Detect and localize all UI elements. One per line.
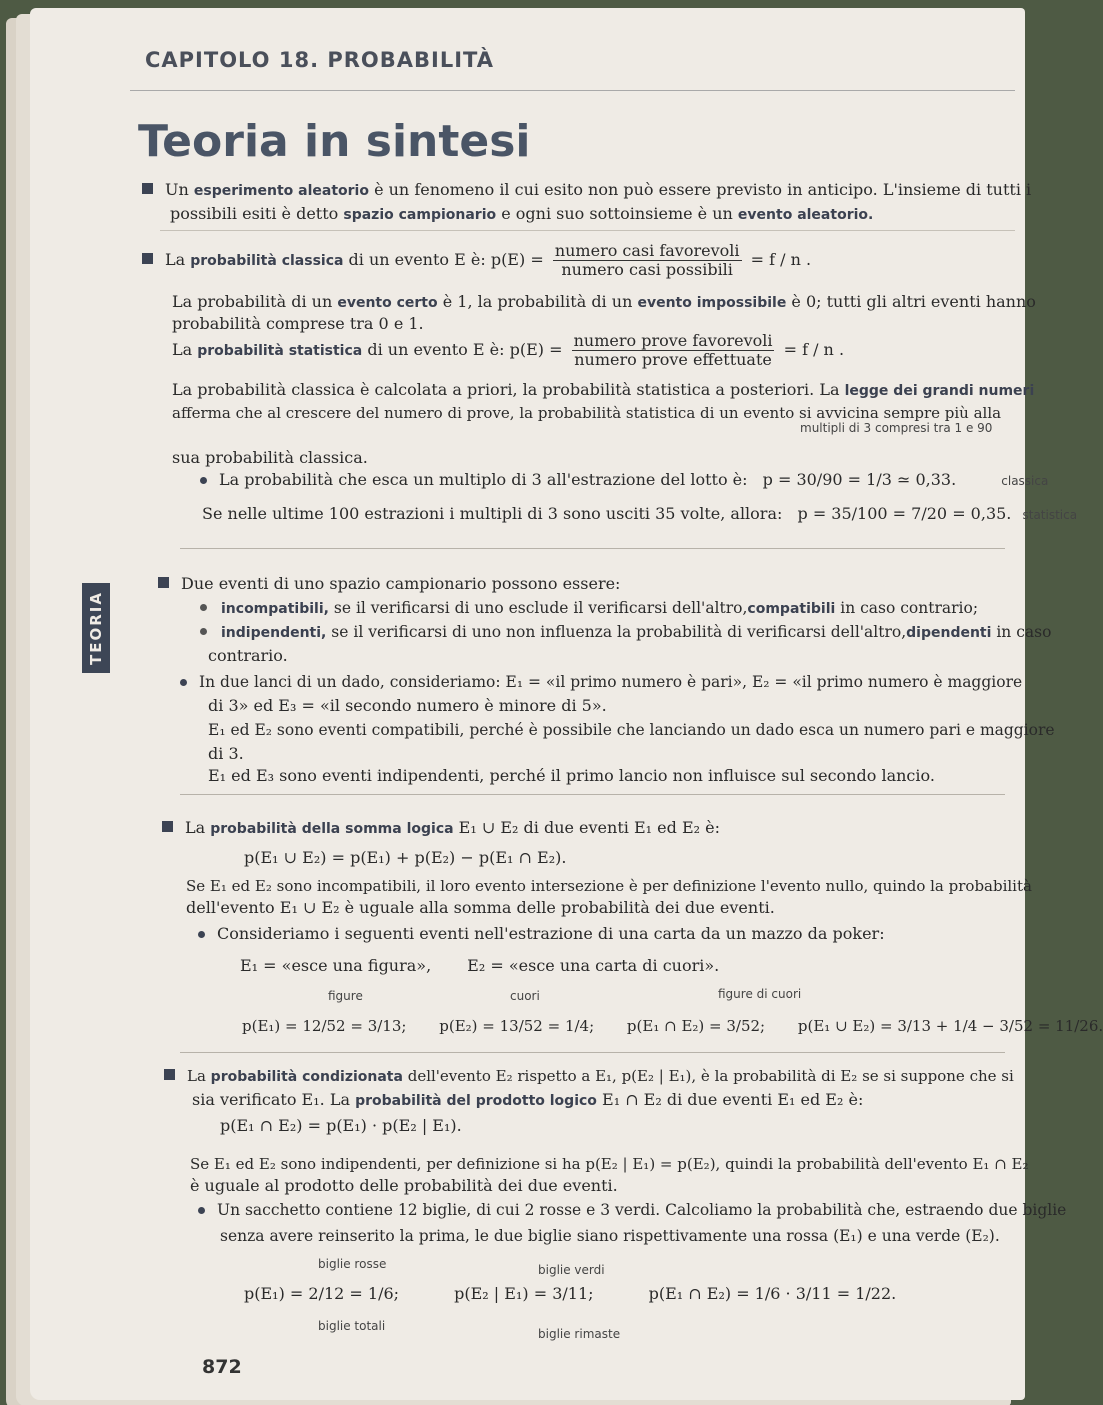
s3-ex3: E₁ ed E₂ sono eventi compatibili, perché è possibile che lanciando un dado esca un numero pari e maggiore	[208, 721, 1055, 739]
s1-line2: possibili esiti è detto spazio campionario e ogni suo sottoinsieme è un evento aleatorio.	[170, 204, 874, 223]
fraction-classica: $\frac{\text{numero casi favorevoli}}{\text{numero casi possibili}}$	[554, 241, 740, 279]
s5-line4: è uguale al prodotto delle probabilità dei due eventi.	[190, 1176, 618, 1195]
s5-line2: sia verificato E₁. La probabilità del prodotto logico E₁ ∩ E₂ di due eventi E₁ ed E₂ è:	[192, 1090, 864, 1109]
page-number: 872	[202, 1356, 242, 1378]
s5-ex1: Un sacchetto contiene 12 biglie, di cui 2 rosse e 3 verdi. Calcoliamo la probabilità che, estraendo due biglie	[198, 1200, 1066, 1220]
s4-formulas: p(E₁) = 12/52 = 3/13; p(E₂) = 13/52 = 1/4; p(E₁ ∩ E₂) = 3/52; p(E₁ ∪ E₂) = 3/13 + 1/4 − 3/52 = 11/26.	[242, 1017, 1103, 1035]
s4-line2: Se E₁ ed E₂ sono incompatibili, il loro evento intersezione è per definizione l'evento nullo, quindo la probabilità	[186, 877, 1032, 895]
s3-incompatibili: incompatibili, se il verificarsi di uno esclude il verificarsi dell'altro,compatibili in caso contrario;	[200, 598, 978, 619]
annotation-cuori: cuori	[510, 989, 540, 1003]
s4-ex1: Consideriamo i seguenti eventi nell'estrazione di una carta da un mazzo da poker:	[198, 924, 885, 944]
dot-bullet-icon	[200, 628, 207, 635]
textbook-page	[30, 8, 1103, 1400]
round-bullet-icon	[200, 477, 207, 484]
chapter-header: CAPITOLO 18. PROBABILITÀ	[145, 48, 494, 72]
s2-line5: La probabilità classica è calcolata a priori, la probabilità statistica a posteriori. La legge dei grandi numeri	[172, 380, 1035, 399]
annotation-biglie-rimaste: biglie rimaste	[538, 1327, 621, 1341]
s2-line3: probabilità comprese tra 0 e 1.	[172, 314, 424, 333]
s5-ex2: senza avere reinserito la prima, le due biglie siano rispettivamente una rossa (E₁) e una verde (E₂).	[220, 1227, 1000, 1245]
s1-line1: Un esperimento aleatorio è un fenomeno il cui esito non può essere previsto in anticipo. L'insieme di tutti i	[142, 180, 1031, 201]
fraction-statistica: $\frac{\text{numero prove favorevoli}}{\text{numero prove effettuate}}$	[573, 331, 773, 369]
s2-line4: La probabilità statistica di un evento E è: p(E) = $\frac{\text{numero prove favorevoli}}{\text{numero prove effettuate}}$ = f / n .	[172, 331, 845, 369]
round-bullet-icon	[198, 1207, 205, 1214]
s4-line3: dell'evento E₁ ∪ E₂ è uguale alla somma delle probabilità dei due eventi.	[186, 898, 775, 917]
s3-ex5: E₁ ed E₃ sono eventi indipendenti, perché il primo lancio non influisce sul secondo lancio.	[208, 766, 935, 785]
s3-ex4: di 3.	[208, 744, 244, 763]
annotation-biglie-totali: biglie totali	[318, 1319, 386, 1333]
annotation-multipli: multipli di 3 compresi tra 1 e 90	[800, 421, 993, 435]
s5-line3: Se E₁ ed E₂ sono indipendenti, per definizione si ha p(E₂ | E₁) = p(E₂), quindi la probabilità dell'evento E₁ ∩ E₂	[190, 1155, 1029, 1173]
s3-line1: Due eventi di uno spazio campionario possono essere:	[158, 574, 620, 594]
section-divider	[180, 1052, 1005, 1053]
s2-line6: afferma che al crescere del numero di prove, la probabilità statistica di un evento si avvicina sempre più alla	[172, 404, 1002, 422]
s5-formula: p(E₁ ∩ E₂) = p(E₁) · p(E₂ | E₁).	[220, 1116, 462, 1135]
square-bullet-icon	[158, 577, 169, 588]
s4-line1: La probabilità della somma logica E₁ ∪ E₂ di due eventi E₁ ed E₂ è:	[162, 818, 720, 839]
s4-ex2: E₁ = «esce una figura», E₂ = «esce una carta di cuori».	[240, 956, 720, 975]
s2-line1: La probabilità classica di un evento E è: p(E) = $\frac{\text{numero casi favorevoli}}{\text{numero casi possibili}}$ = f / n .	[142, 240, 811, 281]
annotation-biglie-verdi: biglie verdi	[538, 1263, 605, 1277]
s4-formula: p(E₁ ∪ E₂) = p(E₁) + p(E₂) − p(E₁ ∩ E₂).	[244, 848, 567, 867]
s3-ex2: di 3» ed E₃ = «il secondo numero è minore di 5».	[208, 696, 607, 715]
s5-formulas: p(E₁) = 2/12 = 1/6; p(E₂ | E₁) = 3/11; p(E₁ ∩ E₂) = 1/6 · 3/11 = 1/22.	[244, 1284, 897, 1303]
annotation-figure: figure	[328, 989, 363, 1003]
section-divider	[180, 548, 1005, 549]
header-rule	[130, 90, 1015, 91]
annotation-figure-cuori: figure di cuori	[718, 987, 802, 1001]
s3-line4: contrario.	[208, 646, 288, 665]
square-bullet-icon	[162, 821, 173, 832]
s5-line1: La probabilità condizionata dell'evento E₂ rispetto a E₁, p(E₂ | E₁), è la probabilità di E₂ se si suppone che si	[164, 1066, 1014, 1087]
s2-line2: La probabilità di un evento certo è 1, la probabilità di un evento impossibile è 0; tutti gli altri eventi hanno	[172, 292, 1036, 311]
section-rule	[160, 230, 1015, 231]
square-bullet-icon	[142, 253, 153, 264]
s3-indipendenti: indipendenti, se il verificarsi di uno non influenza la probabilità di verificarsi dell'altro,dipendenti in caso	[200, 622, 1051, 643]
round-bullet-icon	[198, 931, 205, 938]
page-title: Teoria in sintesi	[138, 116, 531, 167]
example-lotto-2: Se nelle ultime 100 estrazioni i multipli di 3 sono usciti 35 volte, allora: p = 35/100 = 7/20 = 0,35. statistica	[202, 504, 1078, 523]
square-bullet-icon	[164, 1069, 175, 1080]
square-bullet-icon	[142, 183, 153, 194]
round-bullet-icon	[180, 679, 187, 686]
section-divider	[180, 794, 1005, 795]
s2-line7: sua probabilità classica.	[172, 448, 368, 467]
example-lotto-1: La probabilità che esca un multiplo di 3 all'estrazione del lotto è: p = 30/90 = 1/3 ≃ 0,33. classica	[200, 470, 1048, 491]
dot-bullet-icon	[200, 604, 207, 611]
s3-ex1: In due lanci di un dado, consideriamo: E₁ = «il primo numero è pari», E₂ = «il primo numero è maggiore	[180, 672, 1022, 692]
side-tab: TEORIA	[82, 583, 110, 673]
annotation-biglie-rosse: biglie rosse	[318, 1257, 387, 1271]
